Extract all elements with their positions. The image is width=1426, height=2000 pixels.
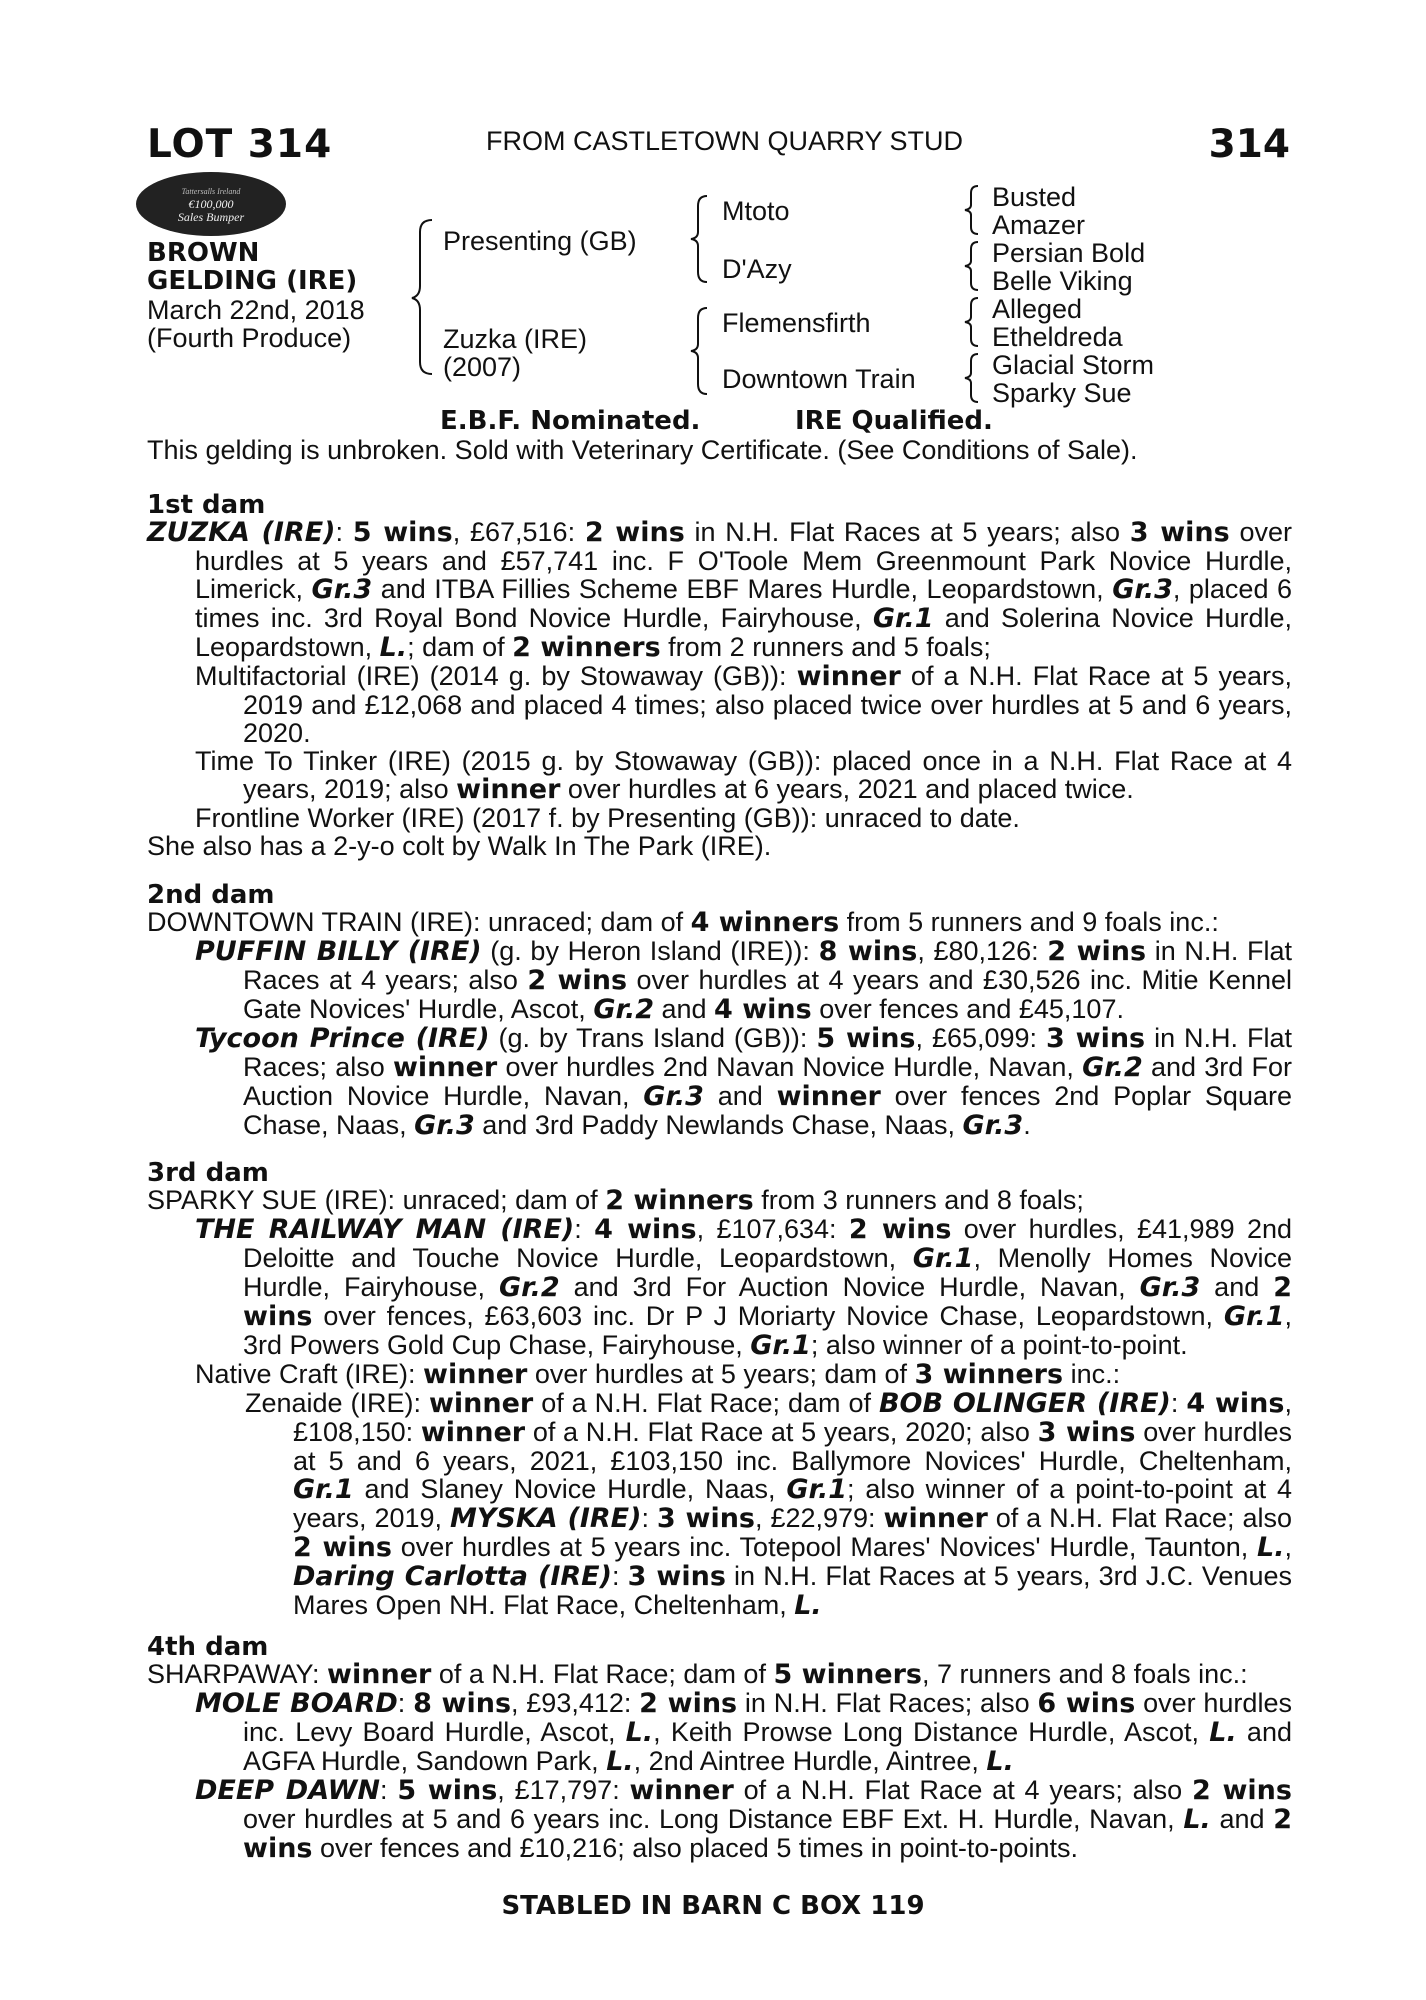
badge-brand: Tattersalls Ireland: [181, 187, 241, 196]
dds: Glacial Storm: [992, 350, 1155, 380]
pedigree-brace-g3-2: [963, 240, 981, 292]
horse-color: BROWN: [147, 238, 260, 268]
sds: Persian Bold: [992, 238, 1146, 268]
sale-condition: This gelding is unbroken. Sold with Veterinary Certificate. (See Conditions of Sale).: [147, 435, 1138, 465]
dss: Alleged: [992, 294, 1083, 324]
horse-type: GELDING (IRE): [147, 266, 358, 296]
produce-tycoon-prince: Tycoon Prince (IRE) (g. by Trans Island (GB)): 5 wins, £65,099: 3 wins in N.H. Flat Races; also winner over hurdles 2nd Navan Novice Hurdle, Navan, Gr.2 and 3rd For Auction Novice Hurdle, Navan, Gr.3 and winner over fences 2nd Poplar Square Chase, Naas, Gr.3 and 3rd Paddy Newlands Chase, Naas, Gr.3.: [195, 1023, 1292, 1141]
produce-deep-dawn: DEEP DAWN: 5 wins, £17,797: winner of a N.H. Flat Race at 4 years; also 2 wins over hurdles at 5 and 6 years inc. Long Distance EBF Ext. H. Hurdle, Navan, L. and 2 wins over fences and £10,216; also placed 5 times in point-to-points.: [195, 1775, 1292, 1864]
second-dam-entry: DOWNTOWN TRAIN (IRE): unraced; dam of 4 winners from 5 runners and 9 foals inc.:: [147, 907, 1219, 938]
pedigree-brace-g3-3: [963, 296, 981, 348]
stabling-info: STABLED IN BARN C BOX 119: [501, 1891, 925, 1921]
first-dam-heading: 1st dam: [147, 490, 266, 520]
first-dam-text: [147, 518, 1292, 860]
pedigree-brace-main: [410, 218, 438, 376]
fourth-dam-entry: SHARPAWAY: winner of a N.H. Flat Race; dam of 5 winners, 7 runners and 8 foals inc.:: [147, 1659, 1248, 1690]
second-dam-text: [147, 908, 1292, 1140]
ddd: Sparky Sue: [992, 378, 1132, 408]
produce-zenaide: Zenaide (IRE): winner of a N.H. Flat Race; dam of BOB OLINGER (IRE): 4 wins, £108,150: winner of a N.H. Flat Race at 5 years, 2020; also 3 wins over hurdles at 5 and 6 years, 2021, £103,150 inc. Ballymore Novices' Hurdle, Cheltenham, Gr.1 and Slaney Novice Hurdle, Naas, Gr.1; also winner of a point-to-point at 4 years, 2019, MYSKA (IRE): 3 wins, £22,979: winner of a N.H. Flat Race; also 2 wins over hurdles at 5 years inc. Totepool Mares' Novices' Hurdle, Taunton, L., Daring Carlotta (IRE): 3 wins in N.H. Flat Races at 5 years, 3rd J.C. Venues Mares Open NH. Flat Race, Cheltenham, L.: [245, 1388, 1292, 1621]
third-dam-text: [147, 1186, 1292, 1620]
ssd: Amazer: [992, 210, 1086, 240]
third-dam-entry: SPARKY SUE (IRE): unraced; dam of 2 winners from 3 runners and 8 foals;: [147, 1185, 1084, 1216]
produce-puffin-billy: PUFFIN BILLY (IRE) (g. by Heron Island (IRE)): 8 wins, £80,126: 2 wins in N.H. Flat Races at 4 years; also 2 wins over hurdles at 4 years and £30,526 inc. Mitie Kennel Gate Novices' Hurdle, Ascot, Gr.2 and 4 wins over fences and £45,107.: [195, 936, 1292, 1025]
consignor: FROM CASTLETOWN QUARRY STUD: [486, 126, 964, 156]
dam-dam: Downtown Train: [722, 364, 916, 394]
third-dam-heading: 3rd dam: [147, 1158, 269, 1188]
produce-the-railway-man: THE RAILWAY MAN (IRE): 4 wins, £107,634: 2 wins over hurdles, £41,989 2nd Deloitte and Touche Novice Hurdle, Leopardstown, Gr.1, Menolly Homes Novice Hurdle, Fairyhouse, Gr.2 and 3rd For Auction Novice Hurdle, Navan, Gr.3 and 2 wins over fences, £63,603 inc. Dr P J Moriarty Novice Chase, Leopardstown, Gr.1, 3rd Powers Gold Cup Chase, Fairyhouse, Gr.1; also winner of a point-to-point.: [195, 1214, 1293, 1361]
pedigree-brace-g3-1: [963, 184, 981, 236]
foaling-date: March 22nd, 2018: [147, 295, 365, 325]
sire-name: Presenting (GB): [443, 226, 637, 256]
sire-sire: Mtoto: [722, 196, 790, 226]
sire-dam: D'Azy: [722, 254, 792, 284]
lot-label: LOT 314: [147, 122, 333, 167]
pedigree-brace-dam: [689, 306, 711, 396]
produce-mole-board: MOLE BOARD: 8 wins, £93,412: 2 wins in N.H. Flat Races; also 6 wins over hurdles inc. Levy Board Hurdle, Ascot, L., Keith Prowse Long Distance Hurdle, Ascot, L. and AGFA Hurdle, Sandown Park, L., 2nd Aintree Hurdle, Aintree, L.: [195, 1688, 1292, 1777]
produce-native-craft: Native Craft (IRE): winner over hurdles at 5 years; dam of 3 winners inc.:: [195, 1359, 1121, 1390]
fourth-dam-text: [147, 1660, 1292, 1863]
produce-number: (Fourth Produce): [147, 323, 352, 353]
produce-frontline-worker: Frontline Worker (IRE) (2017 f. by Presenting (GB)): unraced to date.: [195, 803, 1020, 833]
dsd: Etheldreda: [992, 322, 1123, 352]
pedigree-brace-sire: [689, 194, 711, 284]
produce-multifactorial: Multifactorial (IRE) (2014 g. by Stowaway (GB)): winner of a N.H. Flat Race at 5 years, 2019 and £12,068 and placed 4 times; also placed twice over hurdles at 5 and 6 years, 2020.: [195, 661, 1292, 748]
sdd: Belle Viking: [992, 266, 1133, 296]
dam-name: Zuzka (IRE): [443, 324, 588, 354]
badge-amount: €100,000: [188, 197, 234, 211]
lot-number: 314: [1208, 122, 1290, 167]
sss: Busted: [992, 182, 1077, 212]
sales-bumper-badge: [136, 172, 286, 236]
first-dam-entry: ZUZKA (IRE): 5 wins, £67,516: 2 wins in N.H. Flat Races at 5 years; also 3 wins over hurdles at 5 years and £57,741 inc. F O'Toole Mem Greenmount Park Novice Hurdle, Limerick, Gr.3 and ITBA Fillies Scheme EBF Mares Hurdle, Leopardstown, Gr.3, placed 6 times inc. 3rd Royal Bond Novice Hurdle, Fairyhouse, Gr.1 and Solerina Novice Hurdle, Leopardstown, L.; dam of 2 winners from 2 runners and 5 foals;: [147, 517, 1293, 663]
fourth-dam-heading: 4th dam: [147, 1632, 269, 1662]
second-dam-heading: 2nd dam: [147, 880, 275, 910]
produce-note: She also has a 2-y-o colt by Walk In The Park (IRE).: [147, 831, 772, 861]
ebf-nominated: E.B.F. Nominated.: [440, 406, 701, 436]
dam-year: (2007): [443, 352, 522, 382]
dam-sire: Flemensfirth: [722, 308, 871, 338]
badge-title: Sales Bumper: [177, 210, 245, 224]
ire-qualified: IRE Qualified.: [795, 406, 993, 436]
produce-time-to-tinker: Time To Tinker (IRE) (2015 g. by Stowaway (GB)): placed once in a N.H. Flat Race at 4 years, 2019; also winner over hurdles at 6 years, 2021 and placed twice.: [195, 746, 1292, 805]
pedigree-brace-g3-4: [963, 352, 981, 404]
